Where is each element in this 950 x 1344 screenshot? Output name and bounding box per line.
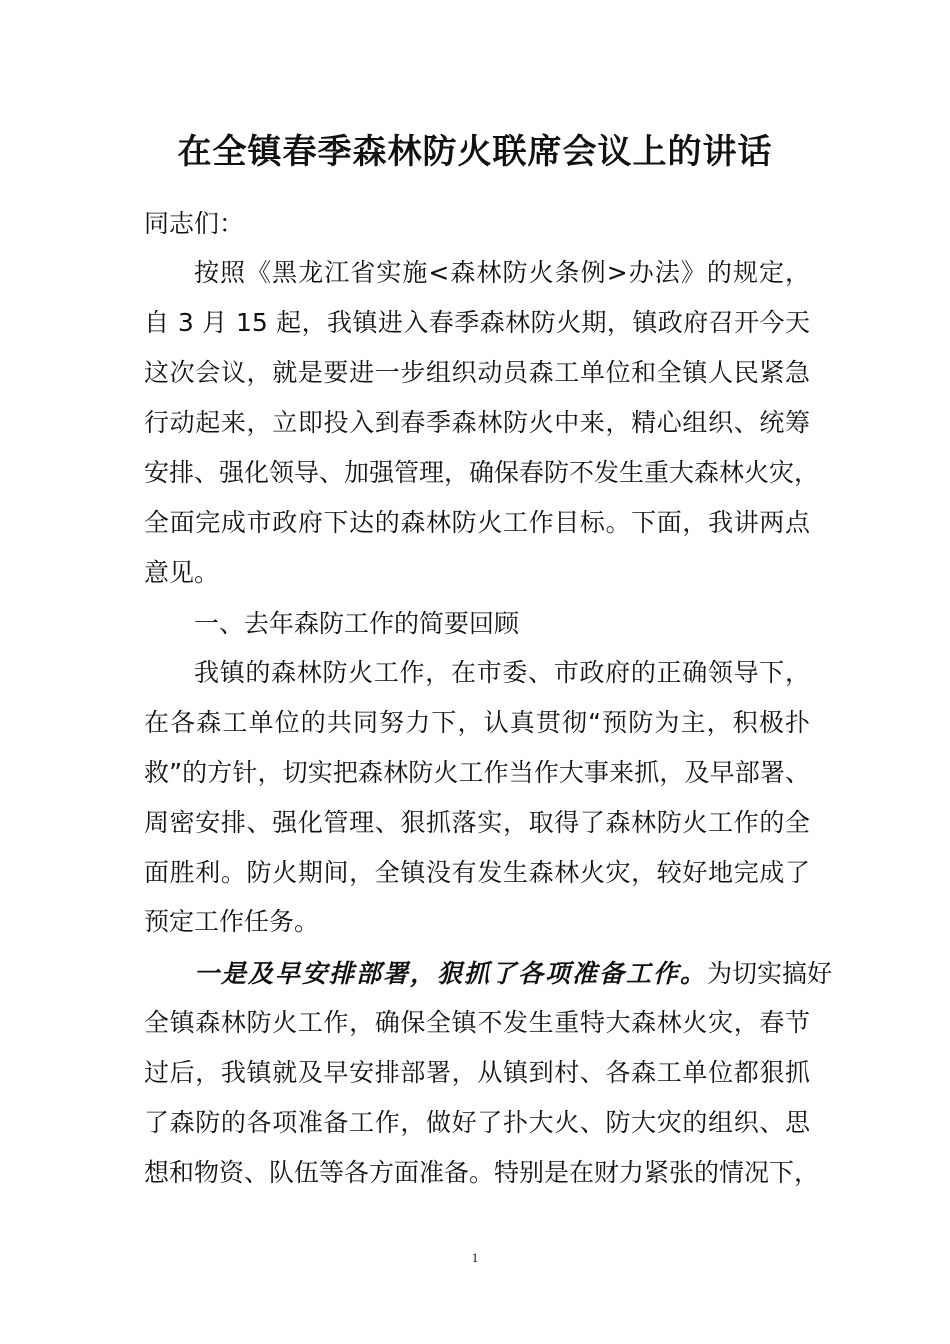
paragraph-line: 我镇的森林防火工作，在市委、市政府的正确领导下， — [194, 658, 810, 687]
page-number: 1 — [471, 1250, 479, 1265]
paragraph-line: 按照《黑龙江省实施<森林防火条例>办法》的规定， — [194, 258, 810, 287]
salutation: 同志们： — [144, 209, 245, 238]
paragraph-line — [194, 956, 833, 992]
paragraph-line: 面胜利。防火期间，全镇没有发生森林火灾，较好地完成了 — [144, 858, 810, 887]
paragraph-line: 行动起来，立即投入到春季森林防火中来，精心组织、统筹 — [144, 408, 810, 437]
section-heading: 一、去年森防工作的简要回顾 — [194, 609, 520, 638]
paragraph-line: 安排、强化领导、加强管理，确保春防不发生重大森林火灾， — [144, 458, 820, 487]
paragraph-line: 全镇森林防火工作，确保全镇不发生重特大森林火灾，春节 — [144, 1008, 810, 1037]
paragraph-line: 救”的方针，切实把森林防火工作当作大事来抓，及早部署、 — [144, 758, 810, 787]
paragraph-line: 在各森工单位的共同努力下，认真贯彻“预防为主，积极扑 — [144, 708, 810, 737]
paragraph-line: 预定工作任务。 — [144, 907, 320, 936]
document-title: 在全镇春季森林防火联席会议上的讲话 — [177, 132, 773, 172]
paragraph-line: 这次会议，就是要进一步组织动员森工单位和全镇人民紧急 — [144, 358, 810, 387]
paragraph-line: 了森防的各项准备工作，做好了扑大火、防大灾的组织、思 — [144, 1108, 810, 1137]
paragraph-text: 为切实搞好 — [707, 959, 833, 988]
paragraph-line: 周密安排、强化管理、狠抓落实，取得了森林防火工作的全 — [144, 808, 810, 837]
emphasis-text: 一是及早安排部署，狠抓了各项准备工作。 — [194, 959, 708, 988]
paragraph-line: 过后，我镇就及早安排部署，从镇到村、各森工单位都狠抓 — [144, 1058, 810, 1087]
paragraph-line: 全面完成市政府下达的森林防火工作目标。下面，我讲两点 — [144, 508, 810, 537]
paragraph-line: 想和物资、队伍等各方面准备。特别是在财力紧张的情况下， — [144, 1158, 820, 1187]
paragraph-line: 自 3 月 15 起，我镇进入春季森林防火期，镇政府召开今天 — [144, 308, 810, 337]
paragraph-line: 意见。 — [144, 558, 220, 587]
